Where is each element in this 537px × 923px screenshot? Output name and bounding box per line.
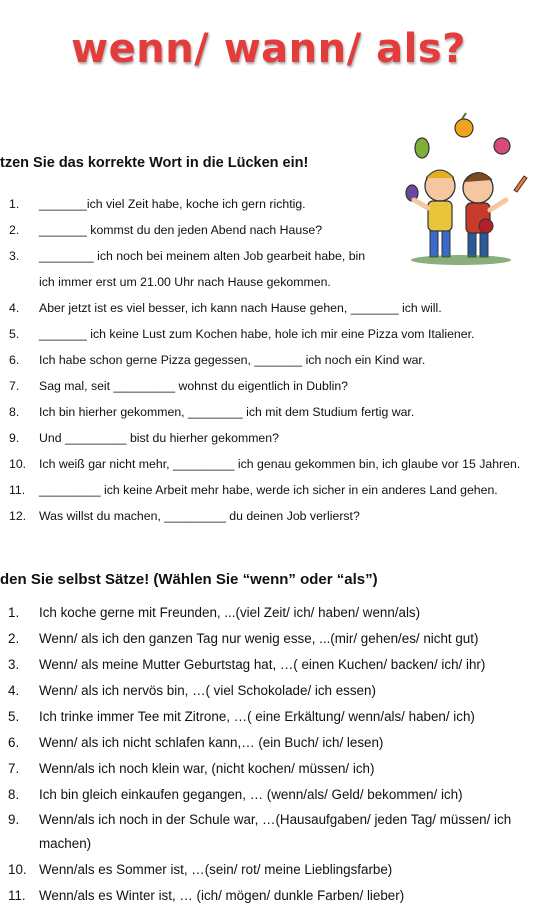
juggling-people-icon [392, 108, 530, 268]
section2-heading: den Sie selbst Sätze! (Wählen Sie “wenn” oder “als”) [0, 571, 378, 588]
section1-heading: tzen Sie das korrekte Wort in die Lücken ein! [0, 155, 309, 171]
page-title: wenn/ wann/ als? [71, 26, 466, 72]
